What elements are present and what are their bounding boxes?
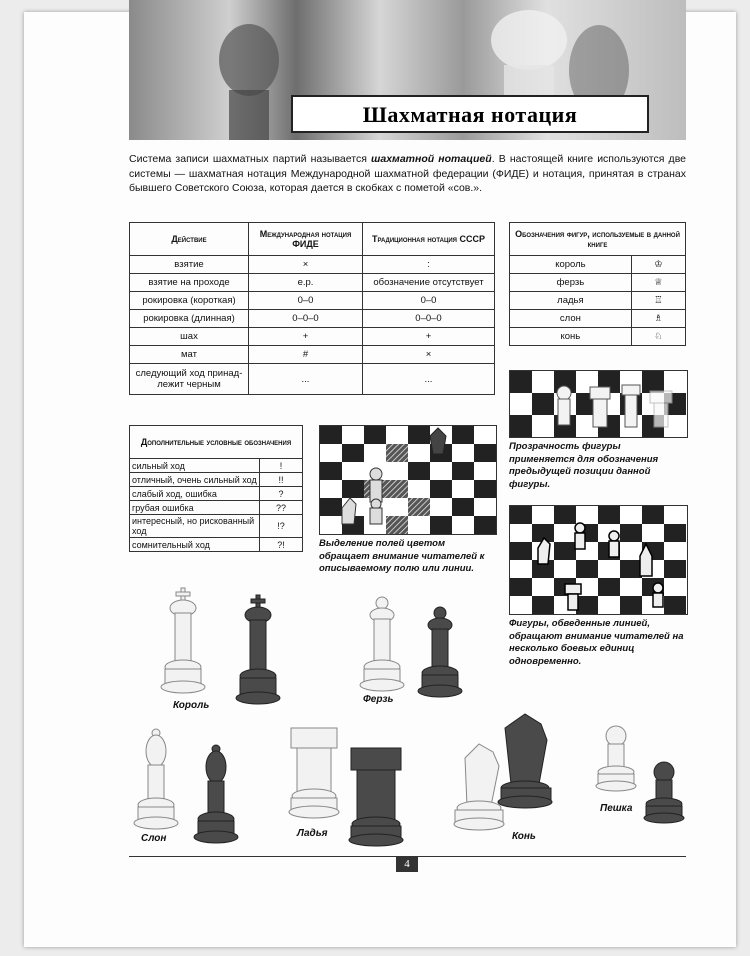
label-bishop: Слон: [141, 833, 167, 844]
cell: отличный, очень сильный ход: [130, 473, 260, 487]
table-row: [130, 310, 495, 328]
chessboard-highlight: [320, 426, 496, 534]
cell: 0–0–0: [363, 310, 495, 328]
cell: ×: [249, 256, 363, 274]
table-row: [130, 515, 303, 538]
cell: +: [363, 328, 495, 346]
board-outline-image: [509, 505, 688, 615]
knight-icon: ♘: [631, 328, 685, 346]
cell: рокировка (короткая): [130, 292, 249, 310]
table-row: [130, 538, 303, 552]
cell: слабый ход, ошибка: [130, 487, 260, 501]
knight-pieces-illustration: [445, 708, 565, 840]
table-row: [510, 274, 686, 292]
cell: взятие: [130, 256, 249, 274]
cell: ?: [260, 487, 303, 501]
table-row: [130, 346, 495, 364]
header-banner: [129, 0, 686, 140]
cell: сильный ход: [130, 459, 260, 473]
label-king: Король: [173, 700, 210, 711]
pieces-table: [509, 222, 686, 346]
cell: ×: [363, 346, 495, 364]
notation-header-action: Действие: [130, 223, 249, 256]
cell: #: [249, 346, 363, 364]
table-row: [130, 473, 303, 487]
piece-name: ферзь: [510, 274, 632, 292]
cell: следующий ход принад-лежит черным: [130, 364, 249, 395]
table-row: [130, 364, 495, 395]
cell: e.p.: [249, 274, 363, 292]
page-number: 4: [396, 856, 418, 872]
table-row: [510, 310, 686, 328]
notation-header-ussr: Традиционная нотация СССР: [363, 223, 495, 256]
cell: взятие на проходе: [130, 274, 249, 292]
cell: ??: [260, 501, 303, 515]
table-row: [510, 256, 686, 274]
chessboard-outline: [510, 506, 687, 614]
cell: 0–0: [363, 292, 495, 310]
intro-part1: Система записи шахматных партий называется: [129, 153, 372, 165]
label-pawn: Пешка: [600, 803, 633, 814]
cell: шах: [130, 328, 249, 346]
bishop-icon: ♗: [631, 310, 685, 328]
table-row: [130, 328, 495, 346]
cell: !!: [260, 473, 303, 487]
king-pieces-illustration: [160, 583, 300, 713]
cell: +: [249, 328, 363, 346]
cell: 0–0–0: [249, 310, 363, 328]
cell: ...: [249, 364, 363, 395]
cell: ?!: [260, 538, 303, 552]
caption-highlight: Выделение полей цветом обращает внимание читателей к описываемому полю или линии.: [319, 538, 485, 574]
table-row: [130, 274, 495, 292]
label-knight: Конь: [512, 831, 536, 842]
table-row: [130, 501, 303, 515]
table-row: [130, 459, 303, 473]
bishop-pieces-illustration: [128, 727, 248, 849]
cell: :: [363, 256, 495, 274]
piece-name: конь: [510, 328, 632, 346]
cell: !?: [260, 515, 303, 538]
extra-symbols-table: [129, 425, 303, 552]
cell: !: [260, 459, 303, 473]
board-highlight-image: [319, 425, 497, 535]
table-row: [130, 256, 495, 274]
page-title: Шахматная нотация: [291, 95, 649, 133]
cell: обозначение отсутствует: [363, 274, 495, 292]
caption-transparent: Прозрачность фигуры применяется для обозначения предыдущей позиции данной фигуры.: [509, 441, 659, 490]
intro-paragraph: [129, 152, 686, 196]
pieces-header: Обозначения фигур, используемые в данной книге: [510, 223, 686, 256]
notation-header-fide: Международная нотация ФИДЕ: [249, 223, 363, 256]
piece-name: король: [510, 256, 632, 274]
intro-emphasis: шахматной нотацией: [371, 153, 492, 165]
table-row: [510, 328, 686, 346]
table-row: [510, 292, 686, 310]
cell: 0–0: [249, 292, 363, 310]
king-icon: ♔: [631, 256, 685, 274]
caption-outline: Фигуры, обведенные линией, обращают внимание читателей на несколько боевых единиц одновременно.: [509, 618, 684, 667]
board-transparent-image: [509, 370, 688, 438]
table-row: [130, 487, 303, 501]
label-rook: Ладья: [297, 828, 328, 839]
label-queen: Ферзь: [363, 694, 394, 705]
notation-table: [129, 222, 495, 395]
piece-name: ладья: [510, 292, 632, 310]
cell: интересный, но рискованный ход: [130, 515, 260, 538]
cell: грубая ошибка: [130, 501, 260, 515]
cell: ...: [363, 364, 495, 395]
extra-header: Дополнительные условные обозначения: [130, 426, 303, 459]
chessboard-transparent: [510, 371, 687, 437]
cell: сомнительный ход: [130, 538, 260, 552]
rook-icon: ♖: [631, 292, 685, 310]
cell: мат: [130, 346, 249, 364]
queen-pieces-illustration: [352, 593, 472, 705]
table-row: [130, 292, 495, 310]
intro-part2: . В настоящей книге используются две системы — шахматная нотация Международной шахматной федерации (ФИДЕ) и нотация, принятая в странах бывшего Советского Союза, которая дается в скобках с пометой «сов.».: [129, 153, 686, 194]
piece-name: слон: [510, 310, 632, 328]
cell: рокировка (длинная): [130, 310, 249, 328]
queen-icon: ♕: [631, 274, 685, 292]
